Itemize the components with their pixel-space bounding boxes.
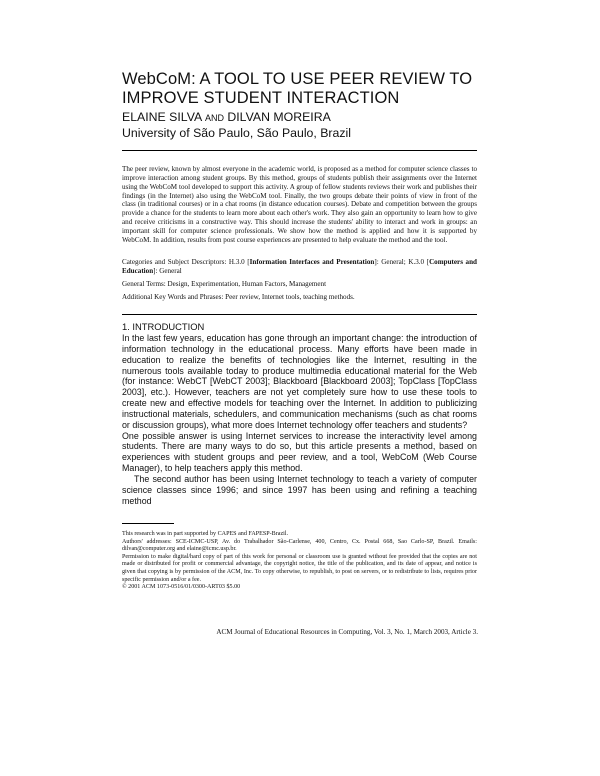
introduction-body [122, 333, 477, 507]
descriptors-text: Categories and Subject Descriptors: H.3.0 [ [122, 258, 250, 266]
footnote-copyright: © 2001 ACM 1073-0516/01/0300-ART03 $5.00 [122, 584, 241, 591]
author-list [122, 110, 331, 126]
body-paragraph: One possible answer is using Internet services to increase the interactivity level among students. There are many ways to do so, but this article presents a method, based on experiences with student groups and peer review, and a tool, WebCoM (Web Course Manager), to help teachers apply this method. [122, 430, 477, 474]
title-line-1: WebCoM: A TOOL TO USE PEER REVIEW TO [122, 70, 473, 88]
descriptors-category: Information Interfaces and Presentation [249, 258, 375, 266]
descriptors-text: ]: General [153, 266, 182, 275]
body-paragraph: In the last few years, education has gone through an important change: the introduction of information technology in the educational process. Many efforts have been made in education to realize the benefits of technologies like the Internet, resulting in the numerous tools available today to produce multimedia educational material for the Web (for instance: WebCT [WebCT 2003]; Blackboard [Blackboard 2003]; TopClass [TopClass 2003], etc.). However, teachers are not yet completely sure how to use these tools to create new and effective models for teaching over the Internet. In addition to publicizing instructional materials, schedulers, and communication mechanisms (such as chat rooms or discussion groups), what more does Internet technology offer teachers and students? [122, 333, 477, 430]
abstract: The peer review, known by almost everyone in the academic world, is proposed as a method for computer science classes to improve interaction among student groups. By this method, groups of students publish their assignments over the Internet using the WebCoM tool developed to support this activity. A group of fellow students reviews their work and publishes their findings (in the Internet) also using the WebCoM tool. Finally, the two groups debate their points of view in front of the class (in traditional courses) or in a chat rooms (in distance education courses). Debate and competition between the groups provide a chance for the students to learn more about each other's work. They also gain an opportunity to learn how to give and receive criticisms in a constructive way. This should increase the students' ability to interact and work in groups: an important skill for computer science professionals. We show how the method is applied and how it is supported by WebCoM. In addition, results from post course experiences are presented to help evaluate the method and the tool. [122, 165, 477, 244]
footnote-divider [122, 523, 174, 524]
journal-citation: ACM Journal of Educational Resources in Computing, Vol. 3, No. 1, March 2003, Article 3. [216, 628, 478, 636]
footnotes [122, 531, 477, 592]
title-line-2: IMPROVE STUDENT INTERACTION [122, 88, 400, 107]
author-conjunction: AND [204, 113, 224, 123]
section-divider [122, 314, 477, 315]
descriptors-category: Computers and Education [122, 258, 477, 275]
keywords: Additional Key Words and Phrases: Peer review, Internet tools, teaching methods. [122, 293, 355, 301]
general-terms: General Terms: Design, Experimentation, Human Factors, Management [122, 280, 327, 288]
section-heading: 1. INTRODUCTION [122, 321, 205, 332]
footnote-permission: Permission to make digital/hard copy of part of this work for personal or classroom use is granted without fee provided that the copies are not made or distributed for profit or commercial advantage, the copyright notice, the title of the publication, and its date of appear, and notice is given that copying is by permission of the ACM, Inc. To copy otherwise, to republish, to post on servers, or to redistribute to lists, requires prior specific permission and/or a fee. [122, 553, 477, 583]
descriptors-text: ]: General; K.3.0 [ [374, 258, 430, 266]
author-name: DILVAN MOREIRA [227, 110, 331, 124]
paper-title [122, 70, 522, 107]
footnote-addresses: Authors' addresses: SCE-ICMC-USP, Av. do Trabalhador São-Carlense, 400, Centro, Cx. Postal 668, Sao Carlo-SP, Brazil. Emails: dilvan@computer.org and elaine@icmc.usp.br. [122, 538, 477, 553]
header-divider [122, 150, 477, 151]
subject-descriptors [122, 258, 477, 276]
footnote-funding: This research was in part supported by CAPES and FAPESP-Brazil. [122, 531, 289, 537]
author-name: ELAINE SILVA [122, 110, 202, 124]
affiliation: University of São Paulo, São Paulo, Brazil [122, 126, 351, 140]
body-paragraph: The second author has been using Internet technology to teach a variety of computer science classes since 1996; and since 1997 has been using and refining a teaching method [122, 473, 477, 506]
